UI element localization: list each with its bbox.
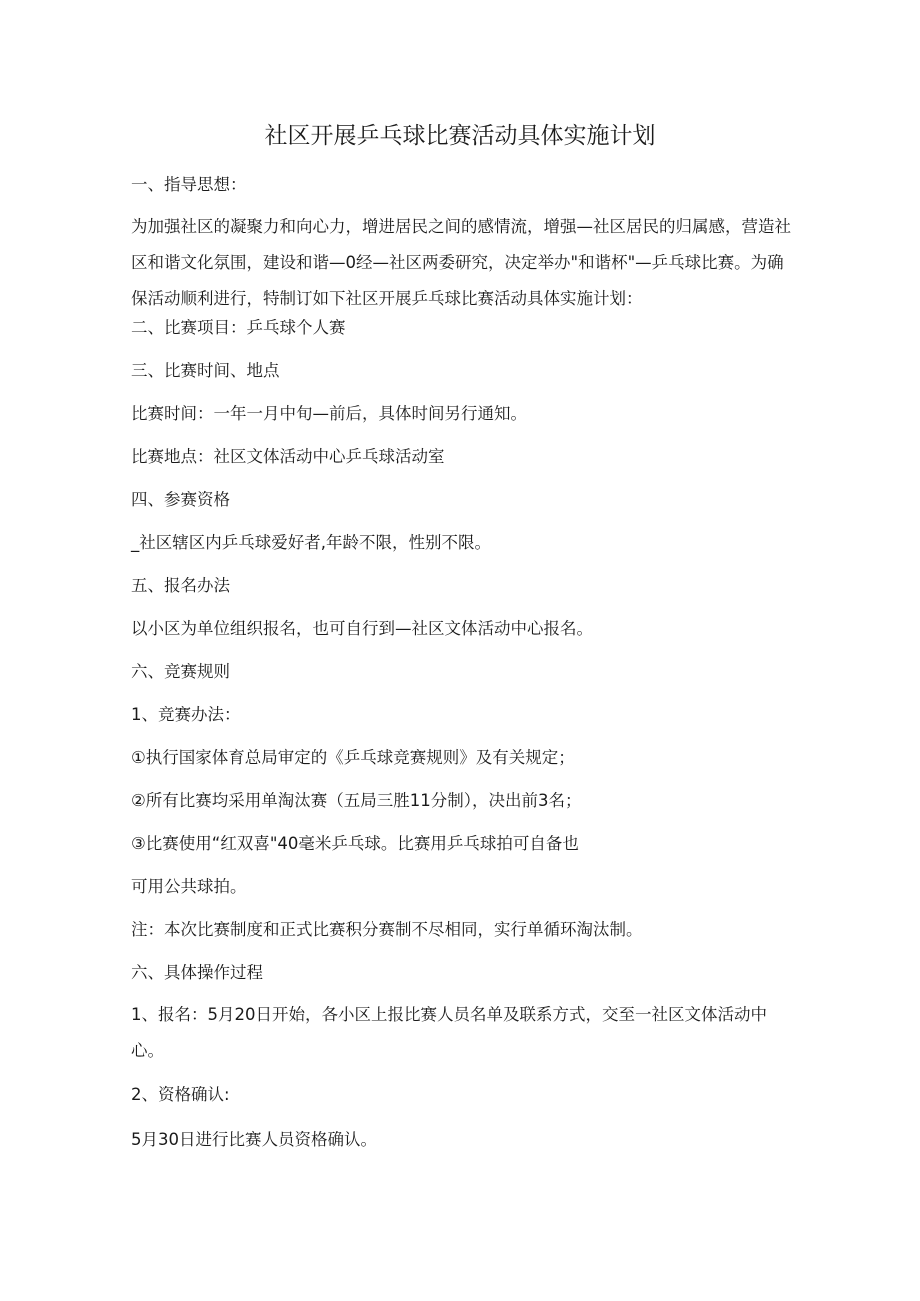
- rule-item-3: ③比赛使用“红双喜"40毫米乒乓球。比赛用乒乓球拍可自备也: [131, 834, 579, 853]
- rule-item-2: ②所有比赛均采用单淘汰赛（五局三胜11分制），决出前3名；: [131, 791, 582, 810]
- paragraph-registration-method: 以小区为单位组织报名，也可自行到—社区文体活动中心报名。: [131, 619, 593, 638]
- document-title: 社区开展乒乓球比赛活动具体实施计划: [264, 123, 656, 149]
- paragraph-event-time: 比赛时间：一年一月中旬—前后，具体时间另行通知。: [131, 404, 527, 423]
- heading-event-item: 二、比赛项目：乒乓球个人赛: [131, 318, 346, 337]
- procedure-step-registration: 1、报名：5月20日开始，各小区上报比赛人员名单及联系方式，交至一社区文体活动中心。: [131, 1005, 767, 1060]
- procedure-step-qualification: 2、资格确认:: [131, 1085, 230, 1104]
- rule-item-1: ①执行国家体育总局审定的《乒乓球竞赛规则》及有关规定；: [131, 748, 575, 767]
- paragraph-event-place: 比赛地点：社区文体活动中心乒乓球活动室: [131, 447, 445, 466]
- heading-competition-rules: 六、竞赛规则: [131, 662, 230, 681]
- paragraph-note: 注：本次比赛制度和正式比赛积分赛制不尽相同，实行单循环淘汰制。: [131, 920, 643, 939]
- rule-item-3-continued: 可用公共球拍。: [131, 877, 247, 896]
- heading-competition-method: 1、竞赛办法：: [131, 705, 241, 724]
- heading-guiding-idea: 一、指导思想：: [131, 175, 247, 194]
- heading-registration-method: 五、报名办法: [131, 576, 230, 595]
- heading-eligibility: 四、参赛资格: [131, 490, 230, 509]
- paragraph-eligibility: _社区辖区内乒乓球爱好者,年龄不限，性别不限。: [131, 533, 491, 552]
- paragraph-intro: 为加强社区的凝聚力和向心力，增进居民之间的感情流，增强—社区居民的归属感，营造社区和谐文化氛围，建设和谐—0经—社区两委研究，决定举办"和谐杯"—乒乓球比赛。为确保活动顺利进行，特制订如下社区开展乒乓球比赛活动具体实施计划：: [131, 217, 791, 308]
- paragraph-qualification-date: 5月30日进行比赛人员资格确认。: [131, 1130, 377, 1149]
- heading-time-place: 三、比赛时间、地点: [131, 361, 280, 380]
- heading-procedure: 六、具体操作过程: [131, 963, 263, 982]
